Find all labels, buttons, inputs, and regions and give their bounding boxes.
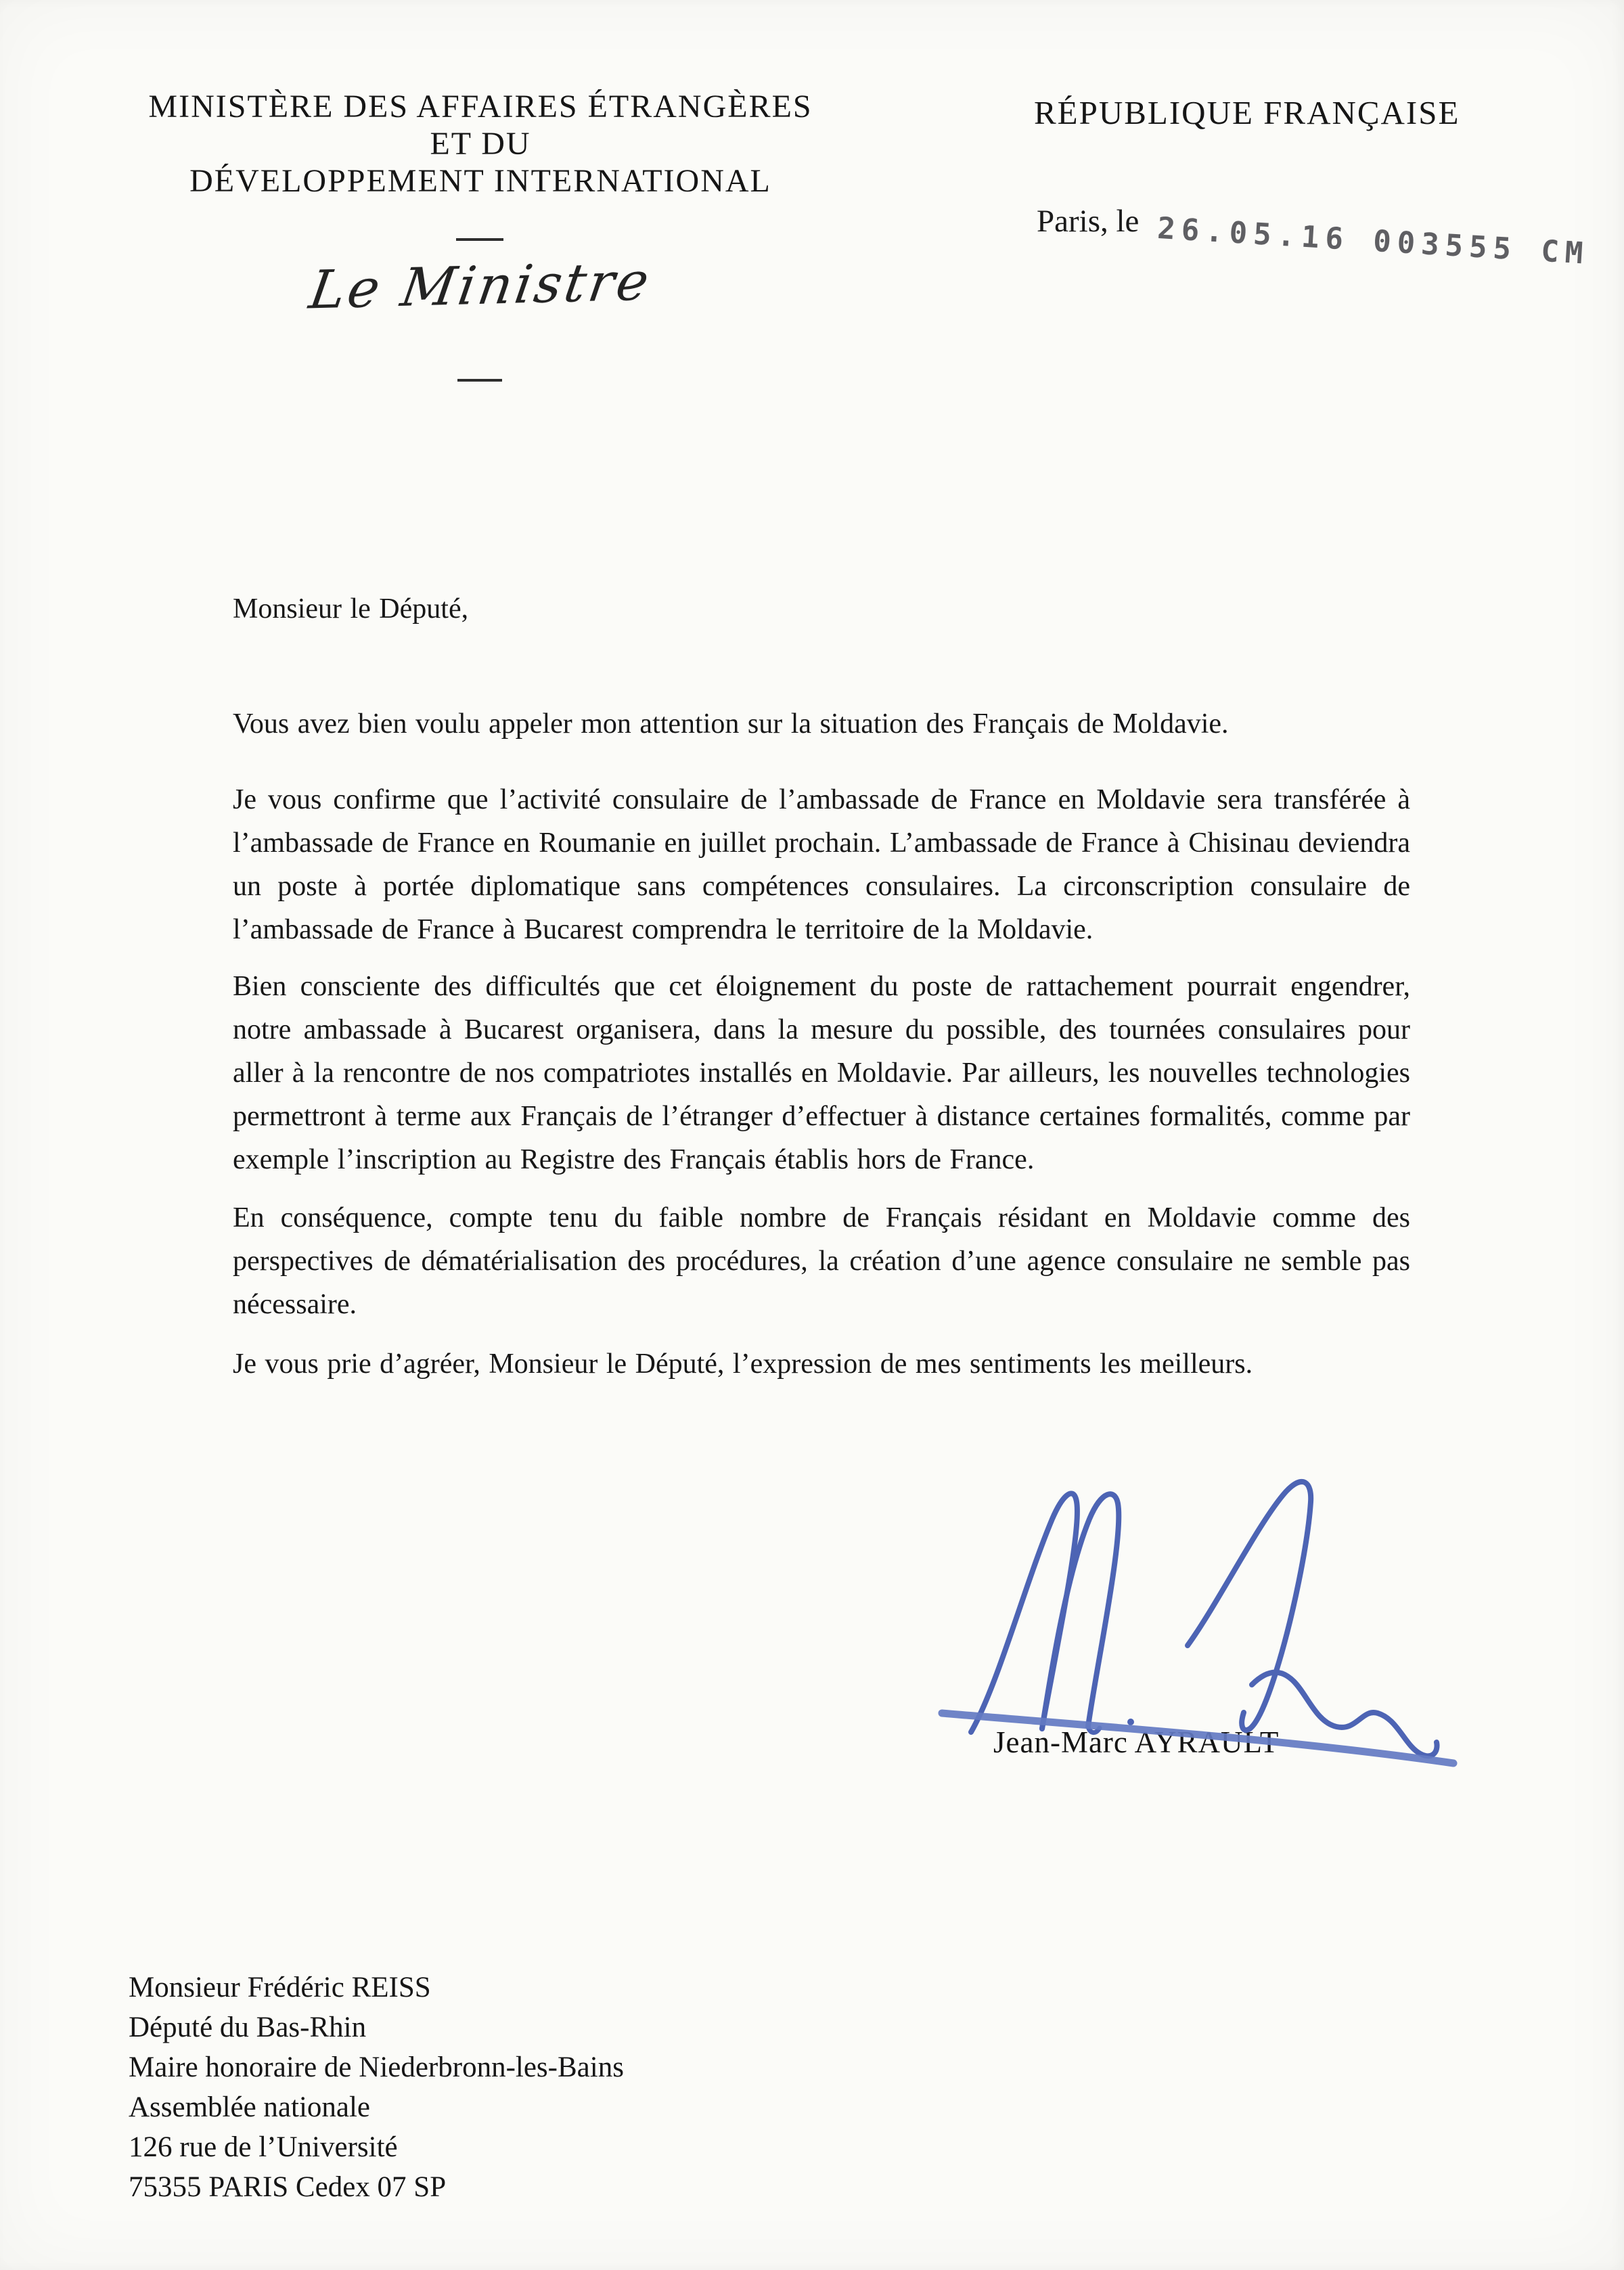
closing-formula: Je vous prie d’agréer, Monsieur le Député, l’expression de mes sentiments les meilleurs. [233, 1348, 1253, 1380]
recipient-address-line: Député du Bas-Rhin [129, 2012, 367, 2043]
body-paragraphs [233, 702, 1410, 1326]
ministry-letterhead [129, 88, 832, 200]
date-stamp: 26.05.16 003555 CM [1156, 211, 1590, 271]
body-paragraph: Vous avez bien voulu appeler mon attention sur la situation des Français de Moldavie. [233, 708, 1229, 740]
ministry-line-1: MINISTÈRE DES AFFAIRES ÉTRANGÈRES [148, 89, 813, 124]
signature-ink [934, 1461, 1468, 1779]
recipient-address-line: 126 rue de l’Université [129, 2131, 398, 2163]
divider-rule-top [456, 238, 503, 241]
recipient-address [129, 1968, 624, 2207]
place-date-label: Paris, le [1037, 204, 1140, 239]
recipient-address-line: Maire honoraire de Niederbronn-les-Bains [129, 2051, 624, 2083]
signatory-name: Jean-Marc AYRAULT [993, 1725, 1280, 1759]
body-paragraph: Bien consciente des difficultés que cet éloignement du poste de rattachement pourrait engendrer, notre ambassade à Bucarest organisera, dans la mesure du possible, des tournées consulaires pour aller à la rencontre de nos compatriotes installés en Moldavie. Par ailleurs, les nouvelles technologies permettront à terme aux Français de l’étranger d’effectuer à distance certaines formalités, comme par exemple l’inscription au Registre des Français établis hors de France. [233, 971, 1410, 1175]
republique-francaise-heading: RÉPUBLIQUE FRANÇAISE [1034, 94, 1460, 131]
salutation: Monsieur le Député, [233, 593, 469, 625]
letter-body [233, 587, 1410, 1386]
divider-rule-bottom [457, 379, 502, 382]
recipient-address-line: Assemblée nationale [129, 2091, 371, 2123]
recipient-address-line: Monsieur Frédéric REISS [129, 1972, 431, 2003]
ministry-line-3: DÉVELOPPEMENT INTERNATIONAL [189, 163, 771, 199]
body-paragraph: En conséquence, compte tenu du faible nombre de Français résidant en Moldavie comme des perspectives de dématérialisation des procédures, la création d’une agence consulaire ne semble pas nécessaire. [233, 1202, 1410, 1320]
minister-script-title: Le Ministre [305, 251, 656, 321]
body-paragraph: Je vous confirme que l’activité consulaire de l’ambassade de France en Moldavie sera transférée à l’ambassade de France en Roumanie en juillet prochain. L’ambassade de France à Chisinau deviendra un poste à portée diplomatique sans compétences consulaires. La circonscription consulaire de l’ambassade de France à Bucarest comprendra le territoire de la Moldavie. [233, 784, 1410, 945]
recipient-address-line: 75355 PARIS Cedex 07 SP [129, 2171, 447, 2203]
ministry-line-2: ET DU [430, 126, 531, 162]
